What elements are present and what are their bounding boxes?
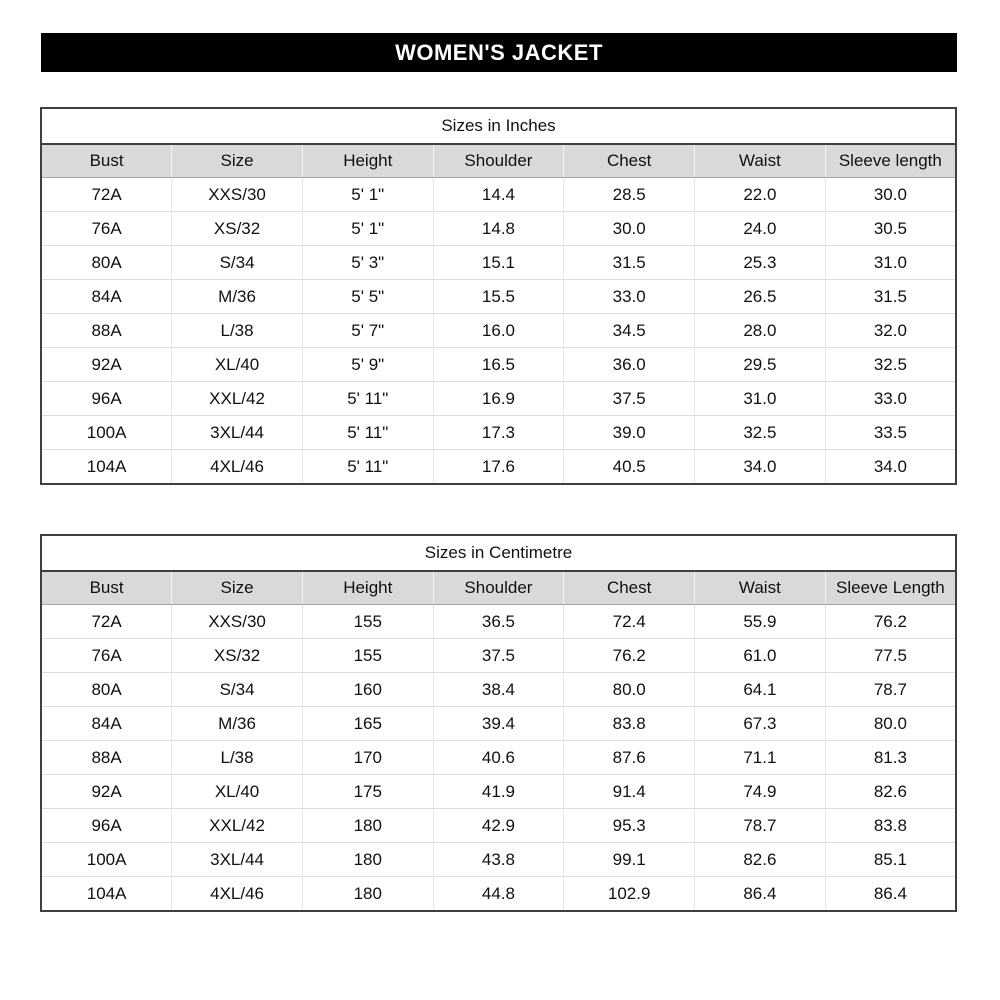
column-header: Chest (564, 571, 695, 605)
table-title-row (41, 108, 956, 144)
table-cell: 5' 9" (302, 348, 433, 382)
table-cell: 80.0 (564, 673, 695, 707)
table-cell: 99.1 (564, 843, 695, 877)
table-row (41, 314, 956, 348)
table-cell: 31.0 (825, 246, 956, 280)
column-header: Size (172, 144, 303, 178)
table-row (41, 741, 956, 775)
table-cell: 61.0 (695, 639, 826, 673)
table-cell: L/38 (172, 314, 303, 348)
table-row (41, 178, 956, 212)
table-cell: 30.0 (564, 212, 695, 246)
table-cell: XXL/42 (172, 382, 303, 416)
table-cell: 72.4 (564, 605, 695, 639)
table-cell: XXS/30 (172, 605, 303, 639)
table-cell: XXS/30 (172, 178, 303, 212)
table-cell: 31.0 (695, 382, 826, 416)
table-cell: 88A (41, 741, 172, 775)
column-header: Bust (41, 144, 172, 178)
table-cell: 84A (41, 707, 172, 741)
table-cell: 76A (41, 639, 172, 673)
table-cell: 17.3 (433, 416, 564, 450)
table-cell: 30.0 (825, 178, 956, 212)
table-cell: 5' 11" (302, 416, 433, 450)
table-cell: 84A (41, 280, 172, 314)
table-cell: 95.3 (564, 809, 695, 843)
table-cell: 43.8 (433, 843, 564, 877)
table-cell: 80A (41, 246, 172, 280)
table-cell: 5' 11" (302, 382, 433, 416)
table-cell: 165 (302, 707, 433, 741)
table-cell: 180 (302, 843, 433, 877)
table-cell: 88A (41, 314, 172, 348)
table-cell: M/36 (172, 707, 303, 741)
table-cell: 96A (41, 809, 172, 843)
table-cell: 100A (41, 843, 172, 877)
table-cell: 34.0 (825, 450, 956, 485)
column-header: Chest (564, 144, 695, 178)
table-cell: 16.5 (433, 348, 564, 382)
table-head (41, 108, 956, 178)
table-cell: L/38 (172, 741, 303, 775)
table-cell: 77.5 (825, 639, 956, 673)
table-cell: 38.4 (433, 673, 564, 707)
table-row (41, 246, 956, 280)
table-cell: 36.5 (433, 605, 564, 639)
table-cell: 16.9 (433, 382, 564, 416)
table-cell: 92A (41, 348, 172, 382)
table-cell: 14.8 (433, 212, 564, 246)
column-header: Waist (695, 144, 826, 178)
column-header: Sleeve length (825, 144, 956, 178)
table-cell: 4XL/46 (172, 450, 303, 485)
table-cell: 5' 1" (302, 178, 433, 212)
table-cell: 39.4 (433, 707, 564, 741)
table-cell: 40.5 (564, 450, 695, 485)
table-cell: M/36 (172, 280, 303, 314)
table-cell: XS/32 (172, 212, 303, 246)
table-cell: 34.5 (564, 314, 695, 348)
table-cell: 26.5 (695, 280, 826, 314)
table-cell: 32.0 (825, 314, 956, 348)
table-cell: 67.3 (695, 707, 826, 741)
table-cell: 78.7 (695, 809, 826, 843)
table-cell: 83.8 (564, 707, 695, 741)
table-cell: 37.5 (564, 382, 695, 416)
table-row (41, 280, 956, 314)
table-cell: 72A (41, 605, 172, 639)
table-row (41, 707, 956, 741)
table-cell: 36.0 (564, 348, 695, 382)
table-cell: 175 (302, 775, 433, 809)
table-cell: 33.0 (825, 382, 956, 416)
table-cell: 5' 3" (302, 246, 433, 280)
table-head (41, 535, 956, 605)
banner (41, 33, 957, 72)
table-cell: 14.4 (433, 178, 564, 212)
table-row (41, 673, 956, 707)
table-body (41, 178, 956, 485)
table-cell: 28.0 (695, 314, 826, 348)
column-header: Height (302, 571, 433, 605)
table-row (41, 809, 956, 843)
table-cell: 180 (302, 877, 433, 912)
table-cell: 5' 11" (302, 450, 433, 485)
table-cell: 37.5 (433, 639, 564, 673)
table-cell: 155 (302, 639, 433, 673)
table-cell: 76A (41, 212, 172, 246)
table-cell: 5' 1" (302, 212, 433, 246)
table-row (41, 605, 956, 639)
table-cell: 31.5 (825, 280, 956, 314)
table-row (41, 843, 956, 877)
column-header: Shoulder (433, 571, 564, 605)
table-cell: 3XL/44 (172, 843, 303, 877)
table-cell: XL/40 (172, 775, 303, 809)
table-cell: 170 (302, 741, 433, 775)
table-row (41, 639, 956, 673)
table-cell: 91.4 (564, 775, 695, 809)
column-header: Sleeve Length (825, 571, 956, 605)
table-cell: 102.9 (564, 877, 695, 912)
table-cell: S/34 (172, 246, 303, 280)
table-cell: 30.5 (825, 212, 956, 246)
column-header-row (41, 571, 956, 605)
table-cell: 44.8 (433, 877, 564, 912)
table-cell: 86.4 (825, 877, 956, 912)
table-cell: 72A (41, 178, 172, 212)
table-cell: 22.0 (695, 178, 826, 212)
table-cell: 55.9 (695, 605, 826, 639)
table-title-row (41, 535, 956, 571)
table-cell: 96A (41, 382, 172, 416)
table-cell: 83.8 (825, 809, 956, 843)
column-header: Shoulder (433, 144, 564, 178)
table-cell: 86.4 (695, 877, 826, 912)
table-cell: 80A (41, 673, 172, 707)
table-row (41, 382, 956, 416)
table-cell: 4XL/46 (172, 877, 303, 912)
table-cell: 40.6 (433, 741, 564, 775)
table-row (41, 450, 956, 485)
table-cell: 180 (302, 809, 433, 843)
table-cell: S/34 (172, 673, 303, 707)
table-cell: 5' 5" (302, 280, 433, 314)
table-cell: 71.1 (695, 741, 826, 775)
column-header-row (41, 144, 956, 178)
column-header: Height (302, 144, 433, 178)
table-cell: 28.5 (564, 178, 695, 212)
table-cell: 25.3 (695, 246, 826, 280)
table-title: Sizes in Inches (41, 108, 956, 144)
column-header: Size (172, 571, 303, 605)
table-cell: 32.5 (825, 348, 956, 382)
table-cell: 32.5 (695, 416, 826, 450)
table-row (41, 348, 956, 382)
table-cell: 33.5 (825, 416, 956, 450)
sizes-in-centimetre-table (40, 534, 957, 912)
table-cell: 42.9 (433, 809, 564, 843)
column-header: Bust (41, 571, 172, 605)
table-cell: 34.0 (695, 450, 826, 485)
table-cell: 3XL/44 (172, 416, 303, 450)
table-cell: 78.7 (825, 673, 956, 707)
table-cell: 74.9 (695, 775, 826, 809)
table-cell: 17.6 (433, 450, 564, 485)
table-cell: 64.1 (695, 673, 826, 707)
banner-title: WOMEN'S JACKET (395, 39, 603, 65)
table-cell: 16.0 (433, 314, 564, 348)
table-cell: 155 (302, 605, 433, 639)
table-cell: 31.5 (564, 246, 695, 280)
table-cell: 39.0 (564, 416, 695, 450)
table-cell: 80.0 (825, 707, 956, 741)
table-row (41, 416, 956, 450)
table-cell: 82.6 (695, 843, 826, 877)
table-cell: 76.2 (825, 605, 956, 639)
table-cell: 5' 7" (302, 314, 433, 348)
table-cell: 15.1 (433, 246, 564, 280)
table-cell: 85.1 (825, 843, 956, 877)
table-row (41, 212, 956, 246)
table-cell: 100A (41, 416, 172, 450)
column-header: Waist (695, 571, 826, 605)
table-cell: 82.6 (825, 775, 956, 809)
table-cell: 24.0 (695, 212, 826, 246)
table-cell: XS/32 (172, 639, 303, 673)
table-cell: 92A (41, 775, 172, 809)
table-cell: 29.5 (695, 348, 826, 382)
table-cell: 15.5 (433, 280, 564, 314)
table-title: Sizes in Centimetre (41, 535, 956, 571)
table-row (41, 775, 956, 809)
table-cell: 87.6 (564, 741, 695, 775)
table-cell: XXL/42 (172, 809, 303, 843)
table-cell: 41.9 (433, 775, 564, 809)
table-cell: 81.3 (825, 741, 956, 775)
table-row (41, 877, 956, 912)
table-cell: 104A (41, 450, 172, 485)
table-body (41, 605, 956, 912)
table-cell: 76.2 (564, 639, 695, 673)
table-cell: 160 (302, 673, 433, 707)
table-cell: 104A (41, 877, 172, 912)
table-cell: 33.0 (564, 280, 695, 314)
sizes-in-inches-table (40, 107, 957, 485)
table-cell: XL/40 (172, 348, 303, 382)
